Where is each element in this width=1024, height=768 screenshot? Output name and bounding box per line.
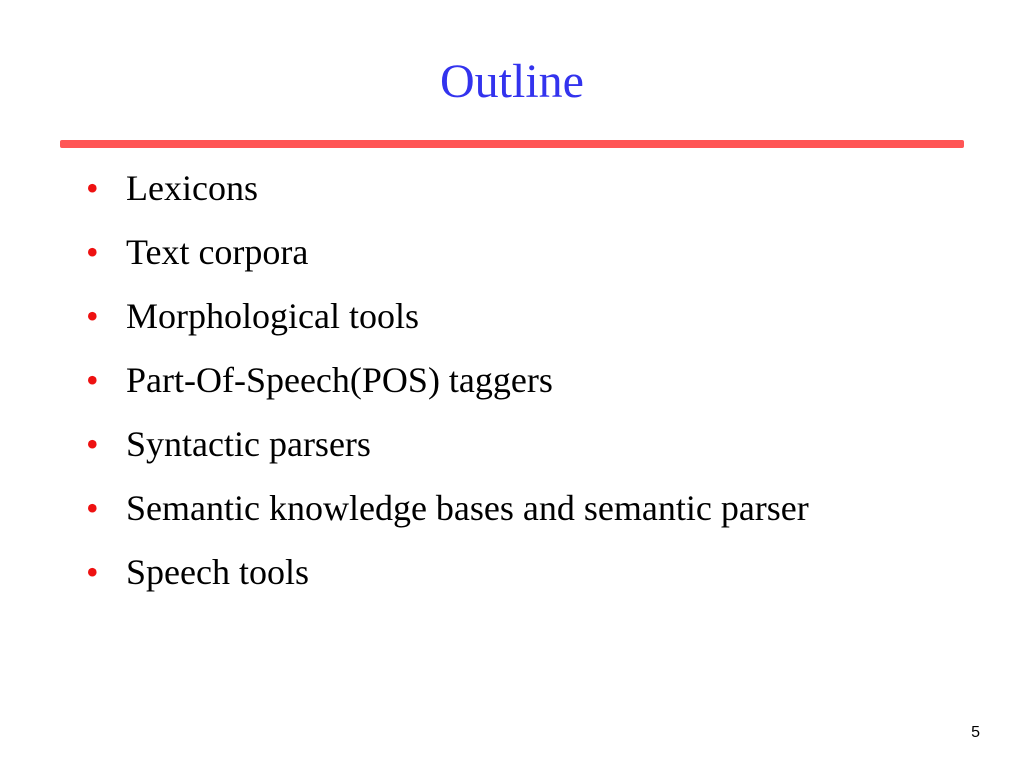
list-item: [86, 290, 906, 342]
slide-title: Outline: [440, 55, 584, 108]
list-item-text: Text corpora: [126, 232, 309, 272]
list-item: [86, 226, 906, 278]
title-divider: [60, 140, 964, 148]
outline-list: [86, 162, 906, 610]
bullet-icon: •: [86, 168, 99, 208]
list-item-text: Speech tools: [126, 552, 309, 592]
list-item: [86, 418, 906, 470]
list-item: [86, 482, 906, 534]
list-item-text: Part-Of-Speech(POS) taggers: [126, 360, 553, 400]
list-item-text: Morphological tools: [126, 296, 419, 336]
bullet-icon: •: [86, 296, 99, 336]
list-item-text: Semantic knowledge bases and semantic parser: [126, 488, 809, 528]
list-item-text: Syntactic parsers: [126, 424, 371, 464]
bullet-icon: •: [86, 424, 99, 464]
list-item: [86, 546, 906, 598]
bullet-icon: •: [86, 552, 99, 592]
bullet-icon: •: [86, 360, 99, 400]
list-item: [86, 162, 906, 214]
bullet-icon: •: [86, 232, 99, 272]
list-item: [86, 354, 906, 406]
list-item-text: Lexicons: [126, 168, 258, 208]
page-number: 5: [971, 724, 980, 741]
bullet-icon: •: [86, 488, 99, 528]
